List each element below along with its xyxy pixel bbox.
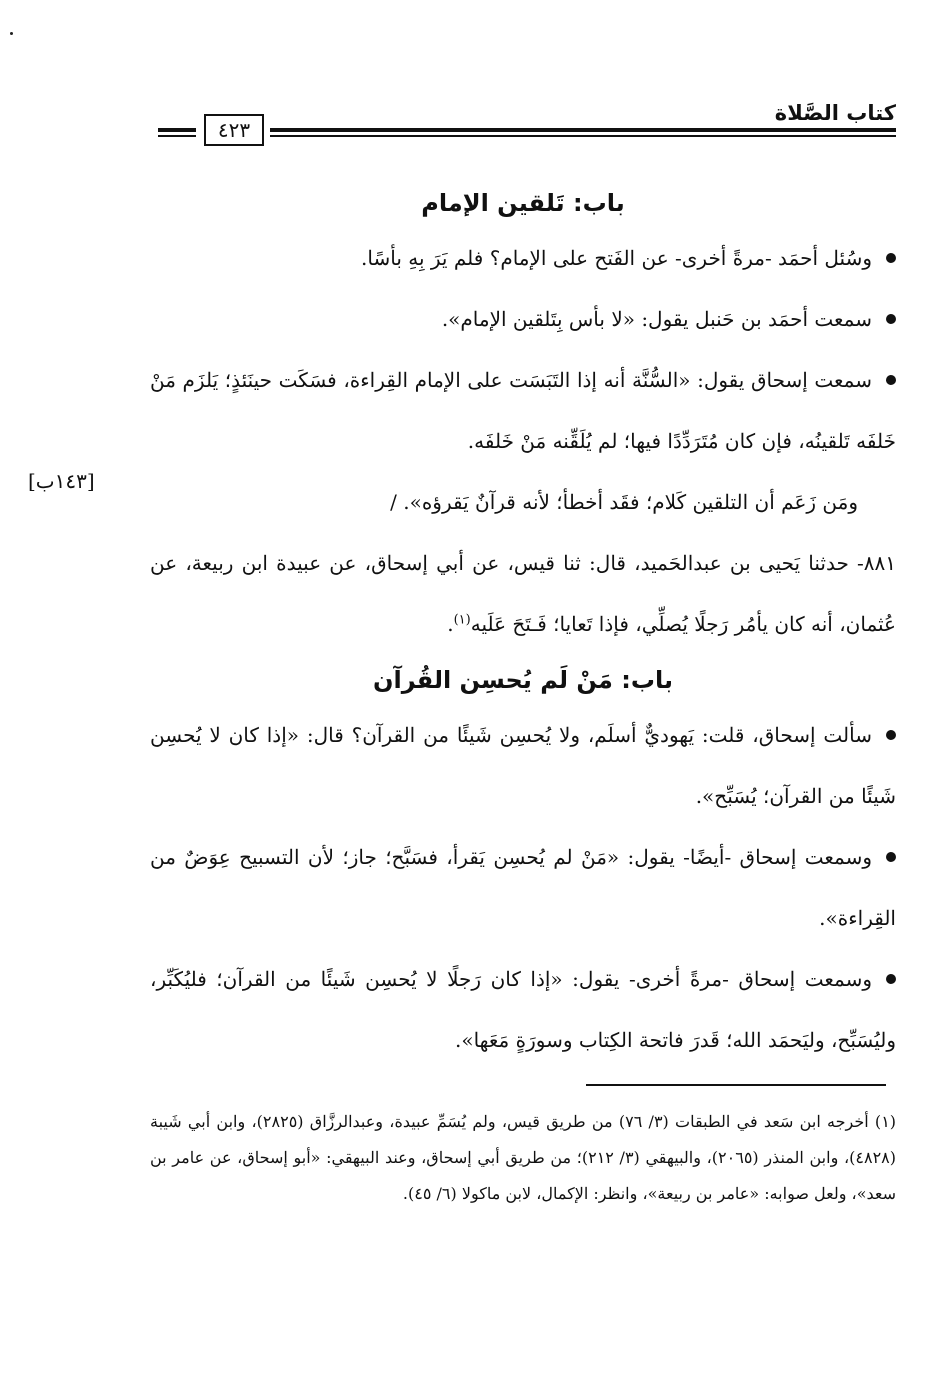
bullet-paragraph: وسمعت إسحاق -مرةً أخرى- يقول: «إذا كان رَجلًا لا يُحسِن شَيئًا من القرآن؛ فليُكَبِّر، وليُسَبِّح، وليَحمَد الله؛ قَدرَ فاتحة الكِتاب وسورَةٍ مَعَها». (150, 967, 896, 1052)
footnote-separator (586, 1084, 886, 1086)
bullet-paragraph: وسُئل أحمَد -مرةً أخرى- عن الفَتح على الإمام؟ فلم يَرَ بِهِ بأسًا. (150, 228, 896, 289)
bullet-icon (886, 852, 896, 862)
header-rule-short (158, 128, 196, 137)
bullet-icon (886, 375, 896, 385)
manuscript-folio-marker: [١٤٣ب] (28, 469, 95, 493)
bullet-paragraph: سمعت أحمَد بن حَنبل يقول: «لا بأس بِتَلقين الإمام». (150, 289, 896, 350)
bullet-icon (886, 253, 896, 263)
main-text (150, 178, 896, 1071)
footnote-ref[interactable]: (١) (453, 612, 471, 628)
bullet-icon (886, 730, 896, 740)
hadith-paragraph: ٨٨١- حدثنا يَحيى بن عبدالحَميد، قال: ثنا قيس، عن أبي إسحاق، عن عبيدة ابن ربيعة، عن عُثمان، أنه كان يأمُر رَجلًا يُصلِّي، فإذا تَعايا؛ فَـتَحَ عَلَيه$^{(١)}$. (150, 551, 896, 636)
bullet-paragraph: سألت إسحاق، قلت: يَهوديٌّ أسلَم، ولا يُحسِن شَيئًا من القرآن؟ قال: «إذا كان لا يُحسِن شَيئًا من القرآن؛ يُسَبِّح». (150, 723, 896, 808)
header-rule (270, 128, 896, 137)
bullet-icon (886, 314, 896, 324)
footnotes (150, 1104, 896, 1212)
bullet-icon (886, 974, 896, 984)
section-heading: باب: تَلقين الإمام (421, 189, 625, 217)
footnote: (١) أخرجه ابن سَعد في الطبقات (٣/ ٧٦) من طريق قيس، ولم يُسَمِّ عبيدة، وعبدالرزَّاق (٢٨٢٥)، وابن أبي شَيبة (٤٨٢٨)، وابن المنذر (٢٠٦٥)، والبيهقي (٣/ ٢١٢)؛ من طريق أبي إسحاق، وعند البيهقي: «أبو إسحاق، عن عامر بن سعد»، ولعل صوابه: «عامر بن ربيعة»، وانظر: الإكمال، لابن ماكولا (٦/ ٤٥). (150, 1112, 897, 1203)
scan-speck (10, 32, 13, 35)
bullet-paragraph: وسمعت إسحاق -أيضًا- يقول: «مَنْ لم يُحسِن يَقرأ، فسَبَّح؛ جاز؛ لأن التسبيح عِوَضٌ من القِراءة». (150, 845, 896, 930)
page-number: ٤٢٣ (204, 114, 264, 146)
book-title: كتاب الصَّلاة (774, 101, 896, 125)
bullet-paragraph: سمعت إسحاق يقول: «السُّنَّة أنه إذا التَبَسَت على الإمام القِراءة، فسَكَت حينَئذٍ؛ يَلزَم مَنْ خَلفَه تَلقينُه، فإن كان مُتَرَدِّدًا فيها؛ لم يُلَقِّنه مَنْ خَلفَه. (150, 368, 896, 453)
continuation-paragraph: ومَن زَعَم أن التلقين كَلام؛ فقَد أخطأ؛ لأنه قرآنٌ يَقرؤه». / (390, 490, 858, 514)
section-heading: باب: مَنْ لَم يُحسِن القُرآن (373, 666, 673, 694)
running-header (158, 98, 896, 152)
